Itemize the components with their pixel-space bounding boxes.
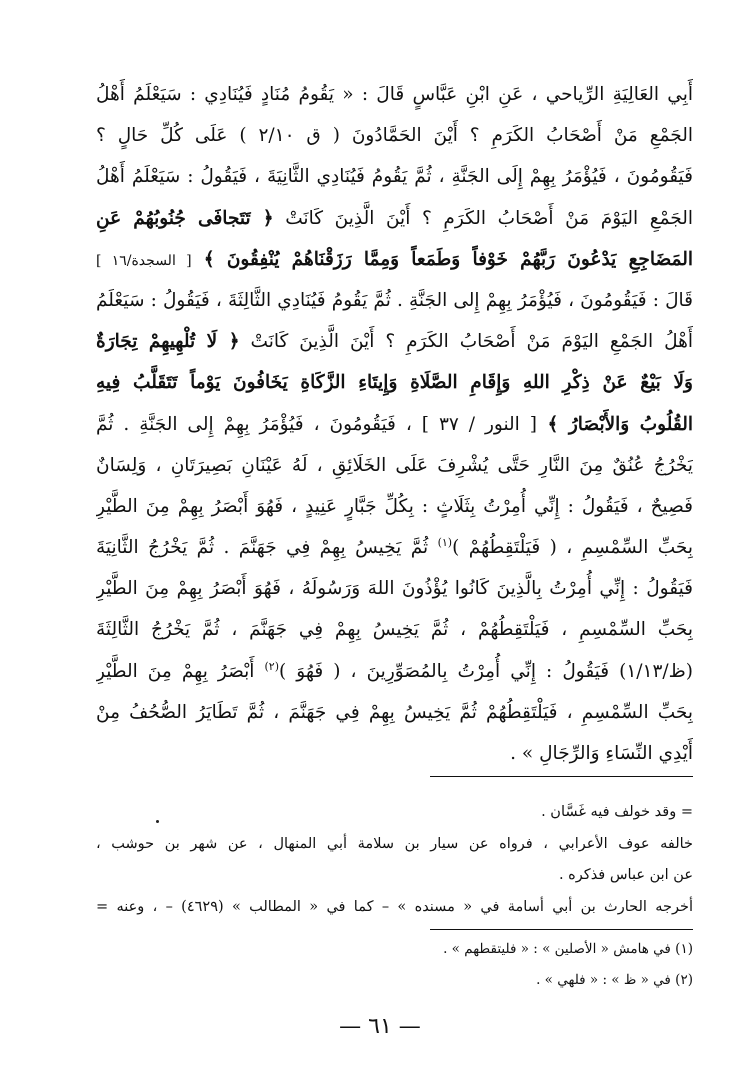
text-line: [96, 692, 693, 733]
text-line: [96, 445, 693, 486]
text-span: بِحَبِّ السِّمْسِمِ ، فَيَلْتَقِطُهُمْ ثُمَّ يَخِيسُ بِهِمْ فِي جَهَنَّمَ ، ثُمَّ تَطَايَرُ الصُّحُفُ مِنْ: [96, 701, 693, 723]
text-span: بِحَبِّ السِّمْسِمِ ، ( فَيَلْتَقِطُهُمْ ): [452, 537, 693, 559]
quran-verse: القُلُوبُ وَالأَبْصَارُ ﴾: [536, 413, 693, 435]
note-line: خالفه عوف الأعرابي ، فرواه عن سيار بن سلامة أبي المنهال ، عن شهر بن حوشب ،: [96, 835, 693, 852]
text-line: [96, 568, 693, 609]
quran-verse: ﴿ تَتَجافَى جُنُوبُهُمْ عَنِ: [96, 207, 274, 229]
text-span: فَصِيحٌ ، فَيَقُولُ : إِنِّي أُمِرْتُ بِثَلَاثٍ : بِكُلِّ جَبَّارٍ عَنِيدٍ ، فَهُوَ أَبْصَرُ بِهِمْ مِنَ الطَّيْرِ: [96, 495, 693, 517]
text-span: ثُمَّ يَخِيسُ بِهِمْ فِي جَهَنَّمَ . ثُمَّ يَخْرُجُ الثَّانِيَةَ: [96, 537, 438, 559]
text-span: فَيَقُومُونَ ، فَيُؤْمَرُ بِهِمْ إِلَى الجَنَّةِ ، ثُمَّ يَقُومُ فَيُنَادِي الثَّانِيَةَ ، فَيَقُولُ : سَيَعْلَمُ أَهْلُ: [96, 166, 693, 188]
page-number: — ٦١ —: [339, 1014, 421, 1039]
footnote-marker: (٢): [264, 659, 280, 673]
quran-verse: ﴿ لَا تُلْهِيهِمْ تِجَارَةٌ: [96, 331, 240, 353]
text-span: أَبِي العَالِيَةِ الرِّياحي ، عَنِ ابْنِ عَبَّاسٍ قَالَ : « يَقُومُ مُنَادٍ فَيُنَادِي : سَيَعْلَمُ أَهْلُ: [96, 84, 693, 105]
text-line: [96, 651, 693, 692]
text-span: أَبْصَرُ بِهِمْ مِنَ الطَّيْرِ: [96, 660, 265, 682]
footnote-marker: (١): [437, 535, 453, 549]
text-line: [96, 115, 693, 156]
text-line: [96, 74, 693, 115]
text-span: أَيْدِي النِّسَاءِ وَالرِّجَالِ » .: [510, 743, 693, 764]
text-span: أَهْلُ الجَمْعِ اليَوْمَ مَنْ أَصْحَابُ الكَرَمِ ؟ أَيْنَ الَّذِينَ كَانَتْ: [239, 331, 693, 353]
text-span: الجَمْعِ مَنْ أَصْحَابُ الكَرَمِ ؟ أَيْنَ الحَمَّادُونَ ( ق ٢/١٠ ) عَلَى كُلِّ حَالٍ ؟: [96, 125, 693, 147]
text-line: [96, 527, 693, 568]
text-line: [96, 239, 693, 280]
note-line: = وقد خولف فيه غَسَّان .: [541, 804, 693, 820]
text-line: [96, 280, 693, 321]
text-line: [96, 321, 693, 362]
separator-rule: [430, 776, 693, 777]
text-span: (ظ/١/١٣) فَيَقُولُ : إِنِّي أُمِرْتُ بِالمُصَوِّرِينَ ، ( فَهُوَ ): [279, 660, 693, 682]
text-line: [96, 156, 693, 197]
text-span: قَالَ : فَيَقُومُونَ ، فَيُؤْمَرُ بِهِمْ إِلى الجَنَّةِ . ثُمَّ يَقُومُ فَيُنَادِي الثَّالِثَةَ ، فَيَقُولُ : سَيَعْلَمُ: [96, 289, 693, 311]
text-span: بِحَبِّ السِّمْسِمِ ، فَيَلْتَقِطُهُمْ ، ثُمَّ يَخِيسُ بِهِمْ فِي جَهَنَّمَ ، ثُمَّ يَخْرُجُ الثَّالِثَةَ: [96, 619, 693, 641]
text-line: [96, 609, 693, 650]
text-span: يَخْرُجُ عُنُقٌ مِنَ النَّارِ حَتَّى يُشْرِفَ عَلَى الخَلَائِقِ ، لَهُ عَيْنَانِ بَصِيرَتَانِ ، وَلِسَانٌ: [96, 454, 693, 476]
main-text: [96, 74, 693, 774]
note-line: أخرجه الحارث بن أبي أسامة في « مسنده » – كما في « المطالب » (٤٦٢٩) – ، وعنه =: [96, 898, 693, 915]
text-line: [96, 404, 693, 445]
footnote-1: (١) في هامش « الأصلين » : « فليتقطهم » .: [443, 941, 693, 957]
text-span: الجَمْعِ اليَوْمَ مَنْ أَصْحَابُ الكَرَمِ ؟ أَيْنَ الَّذِينَ كَانَتْ: [273, 207, 693, 229]
footnote-2: (٢) في « ظ » : « فلهي » .: [536, 972, 693, 988]
text-line: [96, 733, 693, 774]
text-line: [96, 362, 693, 403]
text-line: [96, 486, 693, 527]
verse-reference: [ السجدة/١٦ ]: [96, 252, 192, 269]
note-line: عن ابن عباس فذكره .: [558, 867, 693, 883]
text-span: [ النور / ٣٧ ] ، فَيَقُومُونَ ، فَيُؤْمَرُ بِهِمْ إِلى الجَنَّةِ . ثُمَّ: [96, 413, 537, 435]
notes-continuation: [96, 797, 693, 923]
footnotes: [96, 934, 693, 996]
quran-verse: وَلَا بَيْعٌ عَنْ ذِكْرِ اللهِ وَإِقَامِ الصَّلَاةِ وَإِيتَاءِ الزَّكَاةِ يَخَافُونَ يَوْماً تَتَقَلَّبُ فِيهِ: [96, 372, 693, 394]
quran-verse: المَضَاجِعِ يَدْعُونَ رَبَّهُمْ خَوْفاً وَطَمَعاً وَمِمَّا رَزَقْنَاهُمْ يُنْفِقُونَ ﴾: [191, 248, 693, 270]
footnote-rule: [430, 929, 693, 930]
text-span: فَيَقُولُ : إِنِّي أُمِرْتُ بِالَّذِينَ كَانُوا يُؤْذُونَ اللهَ وَرَسُولَهُ ، فَهُوَ أَبْصَرُ بِهِمْ مِنَ الطَّيْرِ: [96, 578, 693, 600]
text-line: [96, 198, 693, 239]
